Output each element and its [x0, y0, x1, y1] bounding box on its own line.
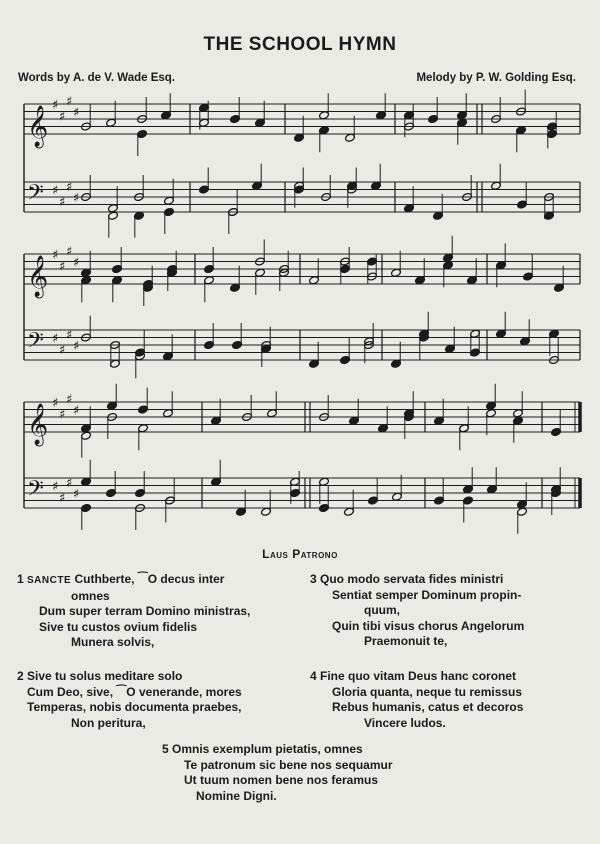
sharp-icon: ♯ [73, 487, 80, 502]
sharp-icon: ♯ [73, 105, 80, 121]
sharp-icon: ♯ [73, 339, 80, 354]
verse-number: 5 [162, 742, 169, 756]
verse-line: Quo modo servata fides ministri [320, 572, 504, 586]
verse-line-smallcaps: SANCTE [27, 575, 72, 586]
sharp-icon: ♯ [59, 109, 66, 125]
bass-clef-icon: 𝄢 [27, 328, 44, 359]
melody-credit: Melody by P. W. Golding Esq. [416, 72, 576, 84]
verse-number: 2 [17, 669, 24, 683]
verse-title-text: Laus Patrono [262, 547, 338, 561]
sharp-icon: ♯ [52, 183, 59, 199]
verse-line: Nomine Digni. [196, 788, 277, 803]
treble-clef-icon: 𝄞 [27, 404, 49, 445]
bass-clef-icon: 𝄢 [27, 180, 44, 211]
sharp-icon: ♯ [52, 396, 59, 411]
verse-number: 4 [310, 669, 317, 683]
sharp-icon: ♯ [52, 248, 59, 263]
sharp-icon: ♯ [73, 403, 80, 419]
sharp-icon: ♯ [66, 475, 73, 491]
verse-title [0, 547, 600, 561]
words-credit: Words by A. de V. Wade Esq. [18, 72, 175, 84]
verse-line: Omnis exemplum pietatis, omnes [172, 742, 363, 756]
sharp-icon: ♯ [66, 392, 73, 408]
sharp-icon: ♯ [66, 327, 73, 343]
verse-line: Fine quo vitam Deus hanc coronet [320, 669, 517, 683]
verse-line: Quin tibi visus chorus Angelorum [332, 618, 525, 633]
sharp-icon: ♯ [73, 255, 80, 271]
sharp-icon: ♯ [73, 191, 80, 206]
sharp-icon: ♯ [52, 331, 59, 347]
verse-line: Sive tu solus meditare solo [27, 669, 183, 683]
sharp-icon: ♯ [52, 98, 59, 113]
verse-line: quum, [364, 603, 400, 618]
verse-number: 1 [17, 572, 24, 586]
verse-line: Rebus humanis, catus et decoros [332, 700, 524, 715]
sharp-icon: ♯ [59, 259, 66, 275]
bass-clef-icon: 𝄢 [27, 476, 44, 507]
verse-line: Vincere ludos. [364, 715, 446, 730]
sharp-icon: ♯ [59, 490, 66, 506]
verse-line: Munera solvis, [71, 635, 155, 650]
verse-line: Sentiat semper Dominum propin- [332, 587, 522, 602]
sharp-icon: ♯ [66, 94, 73, 110]
verse-line: Praemonuit te, [364, 634, 448, 649]
verse-number: 3 [310, 572, 317, 586]
sharp-icon: ♯ [59, 407, 66, 423]
verse-line: omnes [71, 588, 110, 603]
page-title: THE SCHOOL HYMN [203, 34, 397, 55]
verse-line: Te patronum sic bene nos sequamur [184, 757, 393, 772]
verse-line: Ut tuum nomen bene nos feramus [184, 773, 379, 788]
verse-line-text: Cuthberte, ⁀O decus inter [71, 572, 225, 586]
sharp-icon: ♯ [66, 179, 73, 195]
verse-line: Temperas, nobis documenta praebes, [27, 700, 242, 715]
verse-line: Non peritura, [71, 715, 146, 730]
verse-line [27, 572, 250, 589]
verse-line: Gloria quanta, neque tu remissus [332, 684, 523, 699]
verse-line: Cum Deo, sive, ⁀O venerande, mores [27, 684, 242, 699]
treble-clef-icon: 𝄞 [27, 106, 49, 147]
sharp-icon: ♯ [52, 479, 59, 495]
treble-clef-icon: 𝄞 [27, 256, 49, 297]
verse-line: Dum super terram Domino ministras, [39, 604, 251, 619]
sharp-icon: ♯ [66, 244, 73, 260]
verse-line: Sive tu custos ovium fidelis [39, 619, 198, 634]
sharp-icon: ♯ [59, 342, 66, 358]
sharp-icon: ♯ [59, 194, 66, 210]
